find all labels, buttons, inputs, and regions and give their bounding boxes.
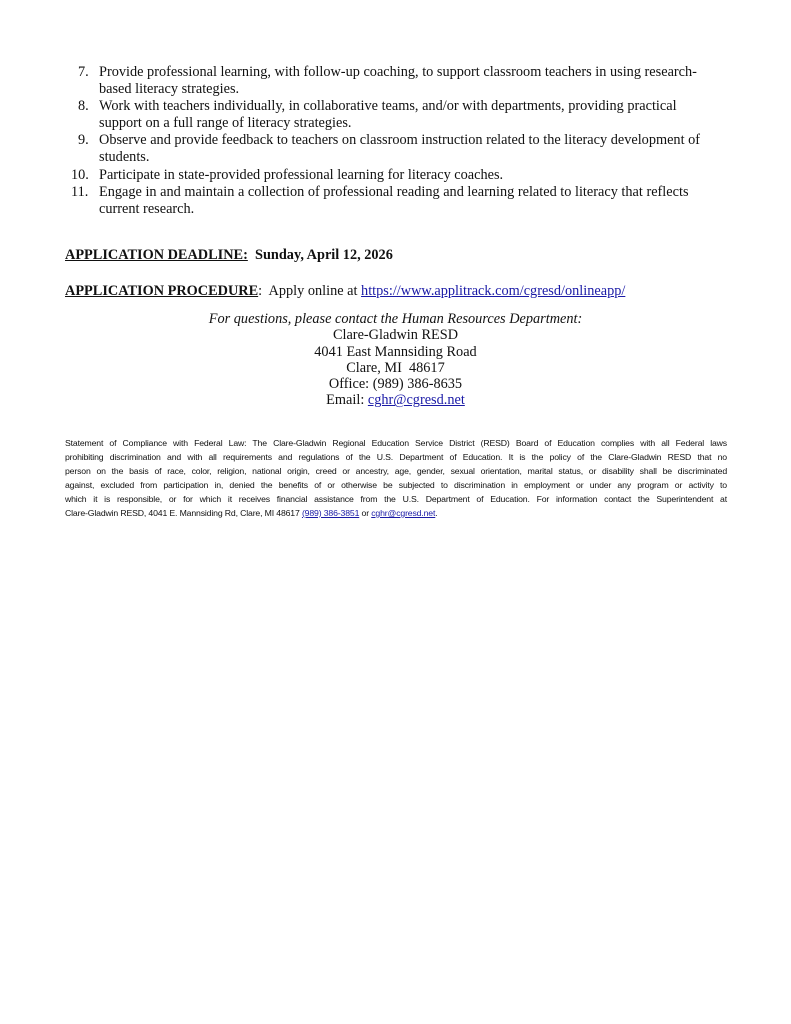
compliance-statement — [65, 436, 727, 520]
list-item: 7. Provide professional learning, with follow-up coaching, to support classroom teachers in using research-based literacy strategies. — [78, 64, 697, 97]
list-item: 10. Participate in state-provided professional learning for literacy coaches. — [71, 166, 504, 183]
contact-city: Clare, MI 48617 — [346, 359, 445, 376]
compliance-line: Clare-Gladwin RESD, 4041 E. Mannsiding Rd, Clare, MI 48617 (989) 386-3851 or cghr@cgresd.net. — [65, 508, 438, 518]
compliance-line: which it is responsible, or for which it receives financial assistance from the U.S. Department of Education. For information contact the Superintendent at — [65, 494, 727, 504]
procedure-label: APPLICATION PROCEDURE — [65, 283, 259, 299]
compliance-phone-link[interactable]: (989) 386-3851 — [301, 508, 360, 518]
contact-org: Clare-Gladwin RESD — [332, 327, 459, 344]
procedure-text: Apply online at — [268, 283, 358, 299]
contact-email-link[interactable]: cghr@cgresd.net — [367, 392, 465, 409]
application-link[interactable]: https://www.applitrack.com/cgresd/onlineapp/ — [361, 283, 626, 299]
duty-text: Work with teachers individually, in collaborative teams, and/or with departments, providing practical support on a full range of literacy strategies. — [99, 98, 677, 131]
duty-text: Participate in state-provided professional learning for literacy coaches. — [99, 166, 504, 183]
deadline-label: APPLICATION DEADLINE: — [65, 247, 248, 263]
duty-text: Provide professional learning, with follow-up coaching, to support classroom teachers in using research-based literacy strategies. — [99, 64, 697, 97]
compliance-line: prohibiting discrimination and with all requirements and regulations of the U.S. Department of Education. It is the policy of the Clare-Gladwin RESD that no — [65, 452, 727, 462]
contact-intro: For questions, please contact the Human Resources Department: — [208, 311, 583, 327]
application-deadline — [65, 247, 393, 264]
duty-text: Engage in and maintain a collection of professional reading and learning related to literacy that reflects current research. — [99, 184, 689, 217]
application-procedure: APPLICATION PROCEDURE: Apply online at https://www.applitrack.com/cgresd/onlineapp/ — [65, 283, 626, 299]
contact-block — [0, 311, 791, 409]
duty-text: Observe and provide feedback to teachers on classroom instruction related to the literacy development of students. — [99, 132, 701, 165]
list-item: 11. Engage in and maintain a collection of professional reading and learning related to literacy that reflects current research. — [71, 184, 689, 217]
list-item: 8. Work with teachers individually, in collaborative teams, and/or with departments, providing practical support on a full range of literacy strategies. — [78, 98, 677, 131]
contact-office: Office: (989) 386-8635 — [328, 376, 463, 393]
compliance-line: Statement of Compliance with Federal Law: The Clare-Gladwin Regional Education Service District (RESD) Board of Education complies with all Federal laws — [65, 438, 727, 448]
deadline-value: Sunday, April 12, 2026 — [255, 247, 393, 263]
compliance-email-link[interactable]: cghr@cgresd.net — [371, 508, 436, 518]
compliance-line: person on the basis of race, color, religion, national origin, creed or ancestry, age, gender, sexual orientation, marital status, or disability shall be discriminated — [65, 466, 727, 476]
contact-email-row: Email: cghr@cgresd.net — [326, 392, 465, 409]
list-item: 9. Observe and provide feedback to teachers on classroom instruction related to the literacy development of students. — [78, 132, 701, 165]
duties-list — [71, 64, 718, 218]
contact-street: 4041 East Mannsiding Road — [314, 343, 477, 360]
compliance-line: against, excluded from participation in, denied the benefits of or otherwise be subjected to discrimination in employment or under any program or activity to — [65, 480, 727, 490]
